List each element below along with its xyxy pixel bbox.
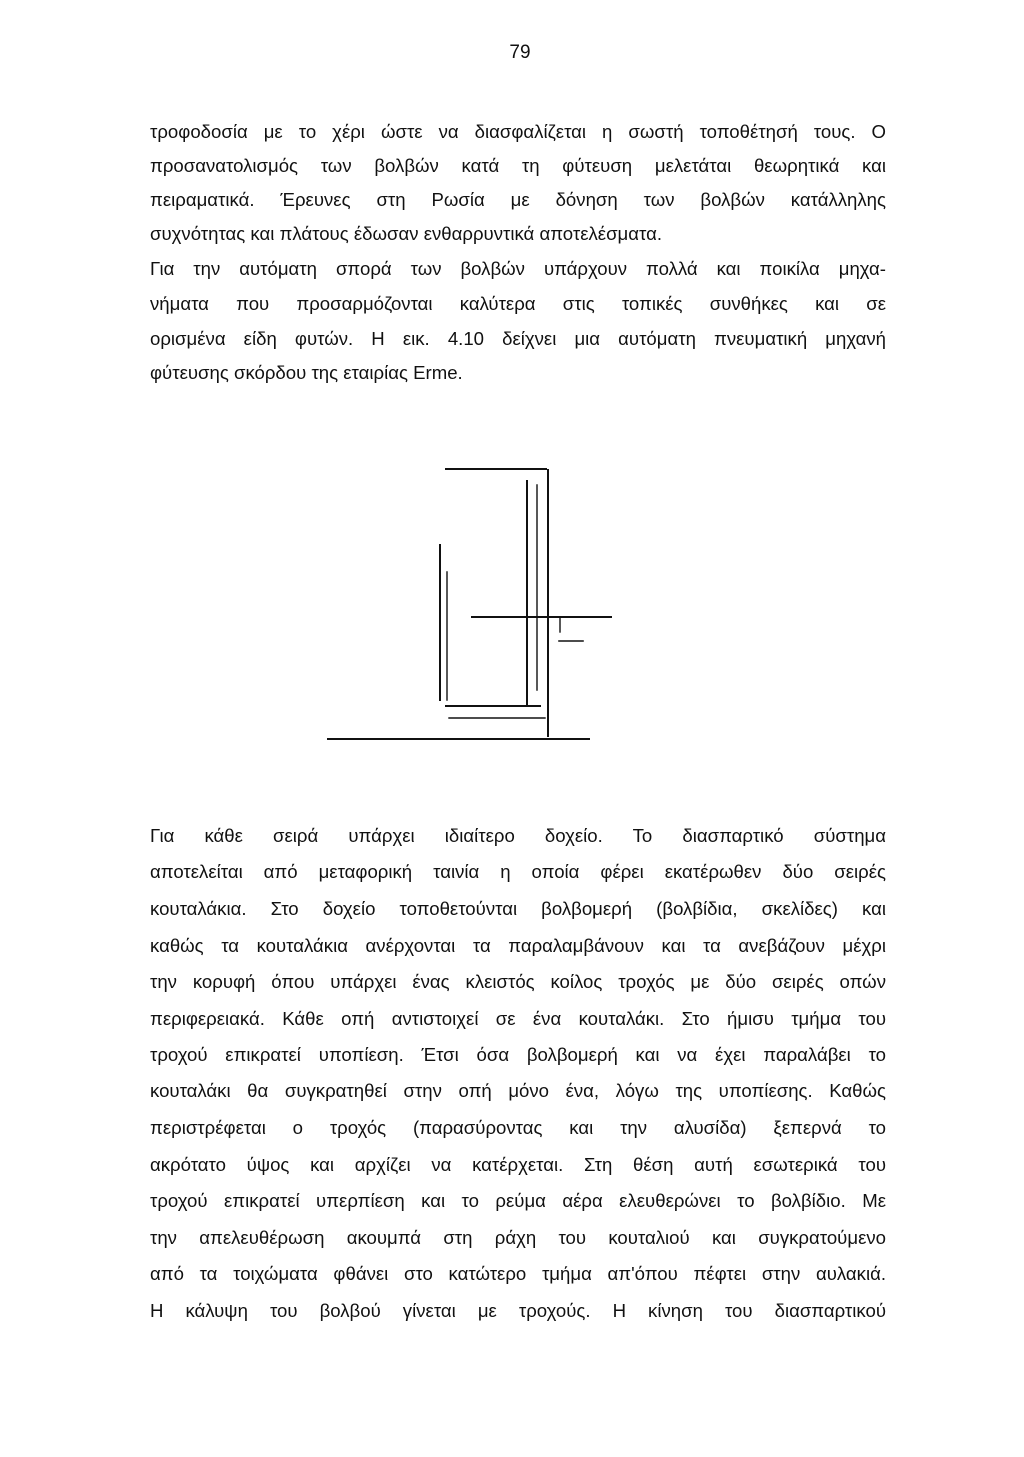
text-line: προσανατολισμός των βολβών κατά τη φύτευση μελετάται θεωρητικά και [150,155,886,176]
text-line: Για την αυτόματη σπορά των βολβών υπάρχουν πολλά και ποικίλα μηχα- [150,258,886,279]
text-line: αποτελείται από μεταφορική ταινία η οποία φέρει εκατέρωθεν δύο σειρές [150,861,886,882]
text-line: Η κάλυψη του βολβού γίνεται με τροχούς. Η κίνηση του διασπαρτικού [150,1300,886,1321]
text-line: κουταλάκι θα συγκρατηθεί στην οπή μόνο ένα, λόγω της υποπίεσης. Καθώς [150,1080,886,1101]
text-line: φύτευσης σκόρδου της εταιρίας Erme. [150,362,463,383]
text-line: περιφερειακά. Κάθε οπή αντιστοιχεί σε ένα κουταλάκι. Στο ήμισυ τμήμα του [150,1008,886,1029]
text-line: συχνότητας και πλάτους έδωσαν ενθαρρυντικά αποτελέσματα. [150,223,662,244]
text-line: ορισμένα είδη φυτών. Η εικ. 4.10 δείχνει μια αυτόματη πνευματική μηχανή [150,328,886,349]
text-line: από τα τοιχώματα φθάνει στο κατώτερο τμήμα απ'όπου πέφτει στην αυλακιά. [150,1263,886,1284]
text-line: κουταλάκια. Στο δοχείο τοποθετούνται βολβομερή (βολβίδια, σκελίδες) και [150,898,886,919]
text-line: περιστρέφεται ο τροχός (παρασύροντας και την αλυσίδα) ξεπερνά το [150,1117,886,1138]
text-line: τροχού επικρατεί υπερπίεση και το ρεύμα αέρα ελευθερώνει το βολβίδιο. Με [150,1190,886,1211]
text-line: καθώς τα κουταλάκια ανέρχονται τα παραλαμβάνουν και τα ανεβάζουν μέχρι [150,935,886,956]
text-line: την απελευθέρωση ακουμπά στη ράχη του κουταλιού και συγκρατούμενο [150,1227,886,1248]
text-line: τροχού επικρατεί υποπίεση. Έτσι όσα βολβομερή και να έχει παραλάβει το [150,1044,886,1065]
text-line: τροφοδοσία με το χέρι ώστε να διασφαλίζεται η σωστή τοποθέτησή τους. Ο [150,121,886,142]
text-line: πειραματικά. Έρευνες στη Ρωσία με δόνηση των βολβών κατάλληλης [150,189,886,210]
text-line: την κορυφή όπου υπάρχει ένας κλειστός κοίλος τροχός με δύο σειρές οπών [150,971,886,992]
text-line: Για κάθε σειρά υπάρχει ιδιαίτερο δοχείο. Το διασπαρτικό σύστημα [150,825,886,846]
text-line: νήματα που προσαρμόζονται καλύτερα στις τοπικές συνθήκες και σε [150,293,886,314]
text-line: ακρότατο ύψος και αρχίζει να κατέρχεται. Στη θέση αυτή εσωτερικά του [150,1154,886,1175]
page-number: 79 [509,42,531,63]
